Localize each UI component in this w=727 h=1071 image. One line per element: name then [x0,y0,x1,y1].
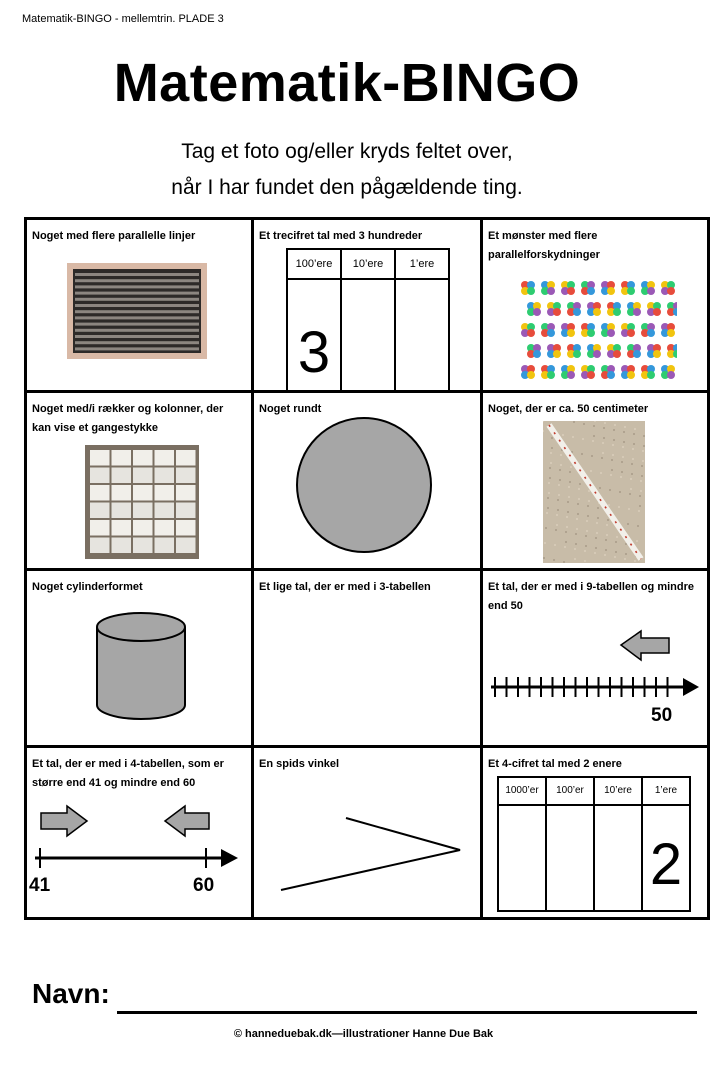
table-cell: 3 [287,279,341,390]
air-vent-photo [67,263,207,359]
instruction-line-1: Tag et foto og/eller kryds feltet over, [181,140,513,163]
bingo-cell-parallel-lines[interactable] [27,220,251,390]
colorful-pattern-photo [515,275,677,381]
table-cell [395,279,449,390]
cell-label: Noget, der er ca. 50 centimeter [488,403,649,415]
cell-label: Et lige tal, der er med i 3-tabellen [259,581,431,593]
cell-label: En spids vinkel [259,758,340,770]
bingo-cell-acute-angle[interactable] [254,748,480,923]
bingo-cell-cylinder[interactable] [27,571,251,745]
table-cell [341,279,395,390]
arrow-right-icon [221,849,238,867]
number-line [483,571,707,745]
table-header: 1000’er [498,777,546,805]
table-header: 10’ere [594,777,642,805]
cell-label: Noget med/i rækker og kolonner, der kan vise et gangestykke [32,403,224,434]
bingo-grid [24,217,710,920]
table-header: 100’er [546,777,594,805]
table-header: 100’ere [287,249,341,279]
bingo-cell-4-table[interactable] [27,748,251,923]
bingo-cell-even-3-table[interactable] [254,571,480,745]
cell-label: Noget med flere parallelle linjer [32,230,196,242]
cell-label: Et trecifret tal med 3 hundreder [259,230,423,242]
number-line-end-label: 50 [651,705,673,726]
bingo-cell-four-digit[interactable] [483,748,707,923]
copyright-footer: © hanneduebak.dk—illustrationer Hanne Due Bak [233,1028,494,1040]
place-value-table [497,776,691,912]
arrow-left-icon [621,631,669,660]
table-header: 1’ere [642,777,690,805]
number-line-end-label: 60 [193,875,215,896]
table-header: 1’ere [395,249,449,279]
table-cell [594,805,642,911]
cell-label: Noget cylinderformet [32,581,143,593]
place-value-table [286,248,450,390]
bingo-cell-pattern[interactable] [483,220,707,390]
arrow-right-icon [683,678,699,696]
arrow-right-icon [41,806,87,836]
bingo-cell-rows-columns[interactable] [27,393,251,568]
circle-shape [294,413,434,553]
bingo-cell-50cm[interactable] [483,393,707,568]
cell-label: Et tal, der er med i 9-tabellen og mindre end 50 [488,581,694,612]
table-cell [546,805,594,911]
cell-label: Et 4-cifret tal med 2 enere [488,758,622,770]
cell-label: Et mønster med flere parallelforskydninger [488,230,600,261]
page-title: Matematik-BINGO [113,53,581,113]
header-small-text: Matematik-BINGO - mellemtrin. PLADE 3 [22,13,224,25]
bingo-cell-round[interactable] [254,393,480,568]
table-header: 10’ere [341,249,395,279]
arrow-left-icon [165,806,209,836]
cell-label: Et tal, der er med i 4-tabellen, som er større end 41 og mindre end 60 [32,758,224,789]
table-cell [498,805,546,911]
name-input-line[interactable] [117,1011,697,1014]
bingo-cell-three-digit[interactable] [254,220,480,390]
ruler-photo [543,421,645,563]
cylinder-shape [91,607,191,725]
bingo-cell-9-table[interactable] [483,571,707,745]
number-line [27,748,251,923]
acute-angle-shape [254,748,480,923]
name-label: Navn: [32,978,110,1009]
number-line-start-label: 41 [29,875,51,896]
cell-label: Noget rundt [259,403,322,415]
table-cell: 2 [642,805,690,911]
tiled-grid-photo [85,445,199,559]
instruction-line-2: når I har fundet den pågældende ting. [171,176,523,199]
